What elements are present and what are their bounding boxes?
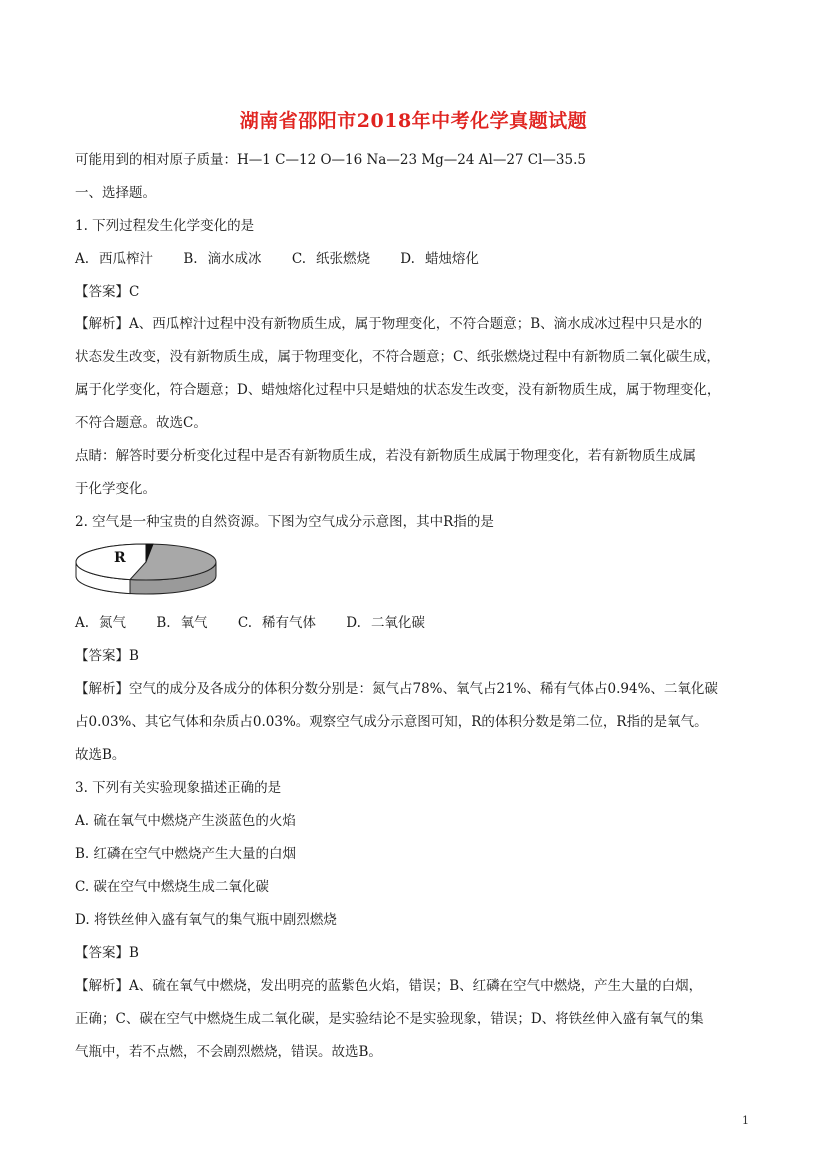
q2-analysis-line: 占0.03%、其它气体和杂质占0.03%。观察空气成分示意图可知，R的体积分数是第二位，R指的是氧气。 — [75, 714, 708, 730]
q1-option-b: B. 滴水成冰 — [183, 251, 262, 267]
q1-stem: 1. 下列过程发生化学变化的是 — [75, 218, 255, 234]
q1-analysis-line: 不符合题意。故选C。 — [75, 415, 207, 431]
q3-option-c: C. 碳在空气中燃烧生成二氧化碳 — [75, 879, 269, 895]
q3-analysis-line: 【解析】A、硫在氧气中燃烧，发出明亮的蓝紫色火焰，错误；B、红磷在空气中燃烧，产生大量的白烟， — [75, 978, 703, 994]
air-composition-pie-figure — [74, 540, 218, 602]
q2-answer: 【答案】B — [75, 648, 139, 664]
q3-option-d: D. 将铁丝伸入盛有氧气的集气瓶中剧烈燃烧 — [75, 912, 337, 928]
q3-answer: 【答案】B — [75, 945, 139, 961]
section-heading: 一、选择题。 — [75, 185, 156, 201]
q2-option-b: B. 氧气 — [156, 615, 208, 631]
q1-note-line: 点睛：解答时要分析变化过程中是否有新物质生成，若没有新物质生成属于物理变化，若有新物质生成属 — [75, 448, 696, 464]
q1-answer: 【答案】C — [75, 284, 140, 300]
q3-analysis-line: 正确；C、碳在空气中燃烧生成二氧化碳，是实验结论不是实验现象，错误；D、将铁丝伸入盛有氧气的集 — [75, 1011, 704, 1027]
page-number: 1 — [742, 1114, 749, 1127]
pie-label-r: R — [114, 550, 126, 566]
pie-chart-3d — [74, 540, 218, 602]
atomic-masses-line: 可能用到的相对原子质量：H—1 C—12 O—16 Na—23 Mg—24 Al—27 Cl—35.5 — [75, 152, 586, 168]
q2-analysis-line: 故选B。 — [75, 747, 126, 763]
q2-options — [75, 613, 765, 633]
q1-analysis-line: 状态发生改变，没有新物质生成，属于物理变化，不符合题意；C、纸张燃烧过程中有新物质二氧化碳生成， — [75, 349, 720, 365]
page-title: 湖南省邵阳市2018年中考化学真题试题 — [239, 110, 588, 132]
q1-option-c: C. 纸张燃烧 — [291, 251, 370, 267]
q2-option-a: A. 氮气 — [75, 615, 127, 631]
q2-stem: 2. 空气是一种宝贵的自然资源。下图为空气成分示意图，其中R指的是 — [75, 514, 494, 530]
q3-analysis-line: 气瓶中，若不点燃，不会剧烈燃烧，错误。故选B。 — [75, 1044, 382, 1060]
q1-analysis-line: 属于化学变化，符合题意；D、蜡烛熔化过程中只是蜡烛的状态发生改变，没有新物质生成，属于物理变化， — [75, 382, 721, 398]
q3-stem: 3. 下列有关实验现象描述正确的是 — [75, 780, 282, 796]
q1-option-d: D. 蜡烛熔化 — [400, 251, 479, 267]
q3-option-a: A. 硫在氧气中燃烧产生淡蓝色的火焰 — [75, 813, 296, 829]
q2-option-c: C. 稀有气体 — [237, 615, 316, 631]
q3-option-b: B. 红磷在空气中燃烧产生大量的白烟 — [75, 846, 297, 862]
q1-analysis-line: 【解析】A、西瓜榨汁过程中没有新物质生成，属于物理变化，不符合题意；B、滴水成冰过程中只是水的 — [75, 316, 703, 332]
q1-options — [75, 249, 765, 269]
q2-option-d: D. 二氧化碳 — [346, 615, 425, 631]
q1-note-line: 于化学变化。 — [75, 481, 156, 497]
q2-analysis-line: 【解析】空气的成分及各成分的体积分数分别是：氮气占78%、氧气占21%、稀有气体占0.94%、二氧化碳 — [75, 681, 718, 697]
q1-option-a: A. 西瓜榨汁 — [75, 251, 154, 267]
